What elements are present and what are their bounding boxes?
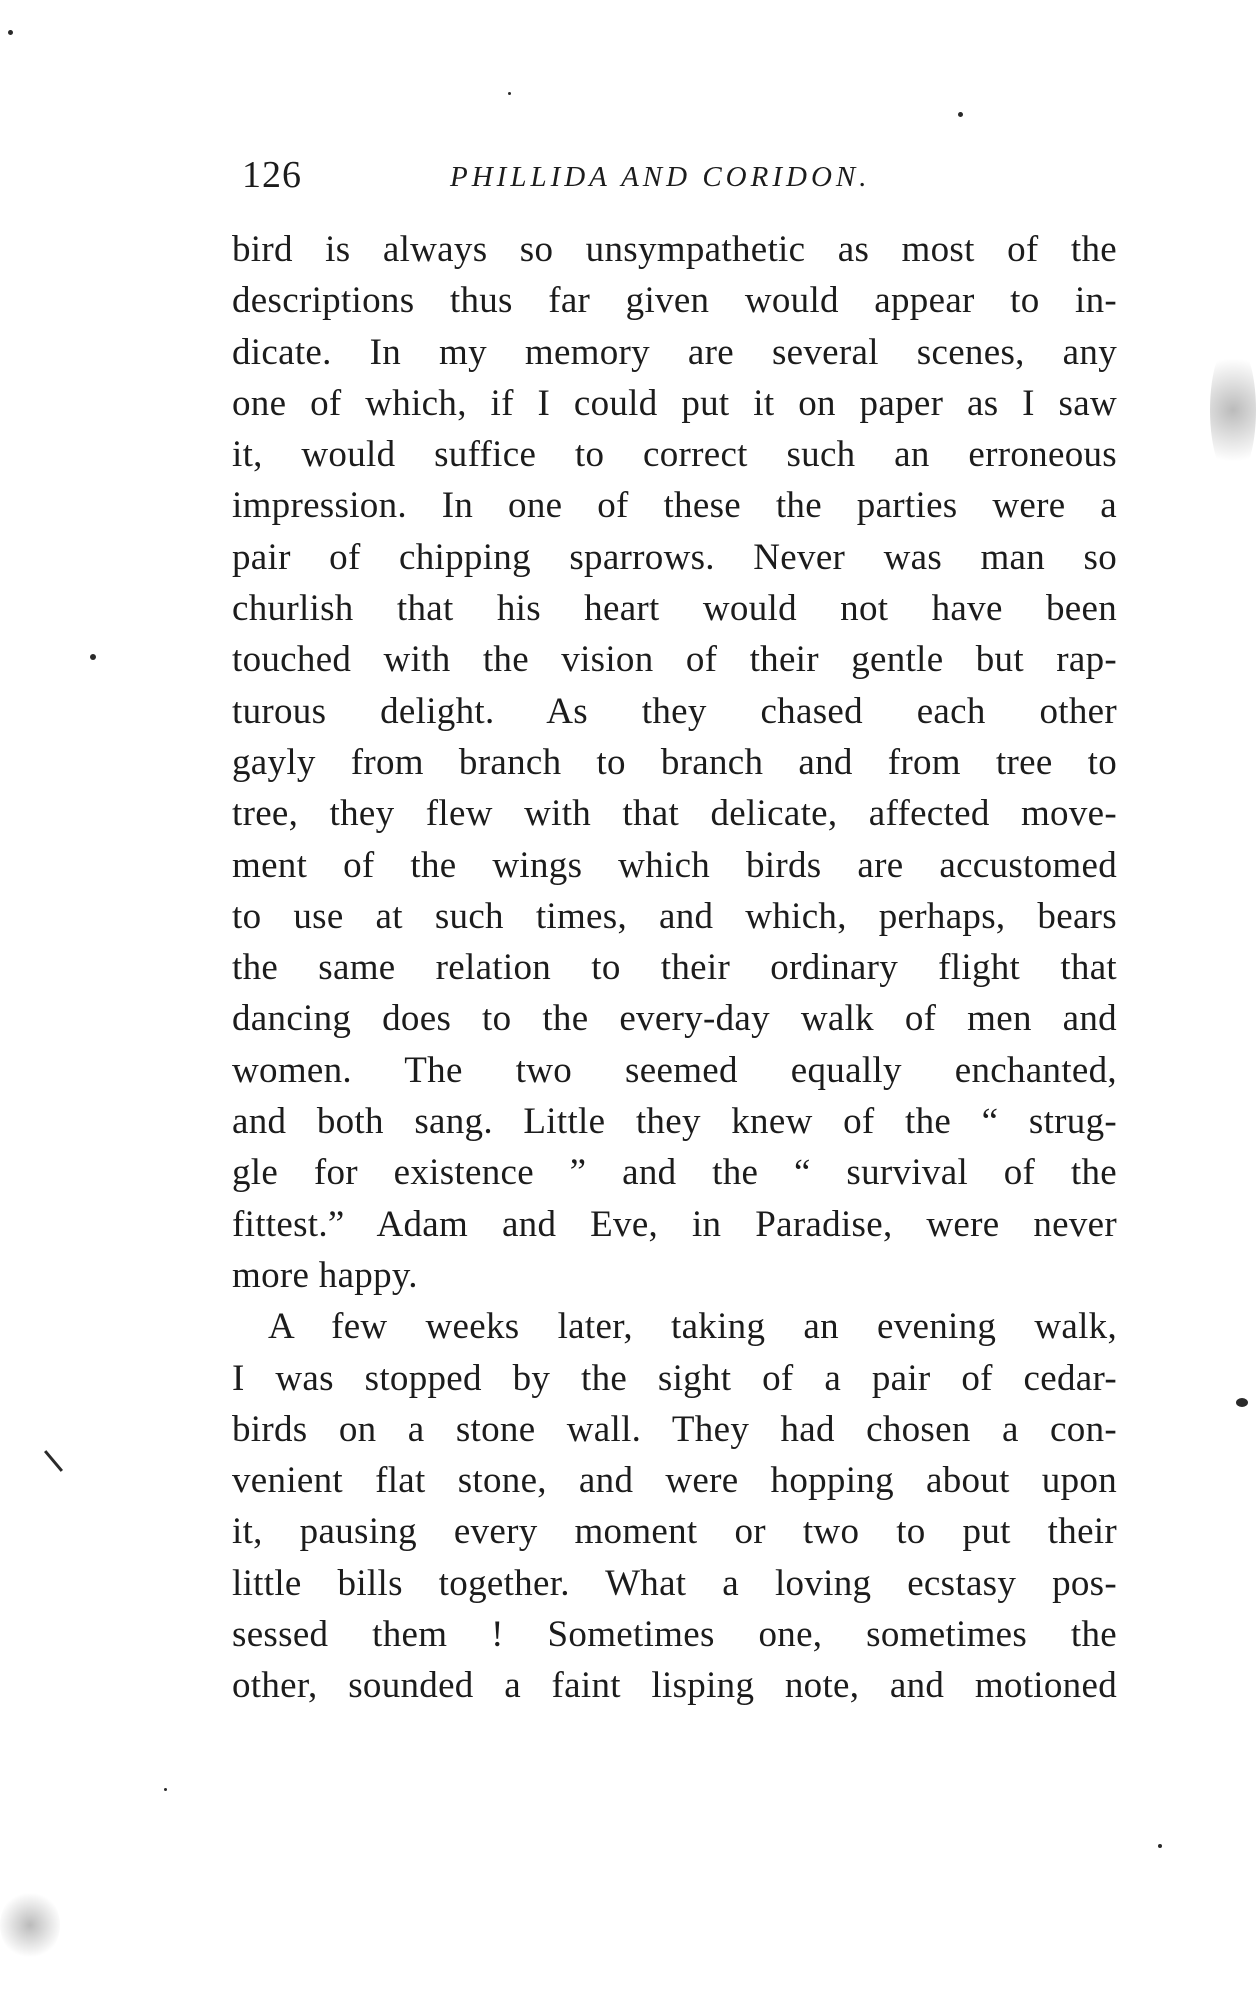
ink-speck xyxy=(1158,1844,1162,1848)
text-line: A few weeks later, taking an evening walk, xyxy=(268,1306,1117,1348)
text-line: venient flat stone, and were hopping about upon xyxy=(232,1460,1117,1502)
text-line: gle for existence ” and the “ survival of the xyxy=(232,1152,1117,1194)
paragraph-2 xyxy=(232,1301,1117,1711)
text-line: other, sounded a faint lisping note, and motioned xyxy=(232,1665,1117,1707)
paper-smudge xyxy=(1210,340,1256,480)
body-text xyxy=(232,224,1117,1712)
ink-speck xyxy=(958,112,963,117)
ink-speck xyxy=(164,1788,167,1791)
text-line: sessed them ! Sometimes one, sometimes the xyxy=(232,1614,1117,1656)
text-line: tree, they flew with that delicate, affected move- xyxy=(232,793,1117,835)
running-head xyxy=(242,150,1102,200)
text-line: dicate. In my memory are several scenes, any xyxy=(232,331,1117,373)
text-line: the same relation to their ordinary flight that xyxy=(232,947,1117,989)
text-line: bird is always so unsympathetic as most of the xyxy=(232,229,1117,270)
running-title: PHILLIDA AND CORIDON. xyxy=(450,161,871,193)
text-line: pair of chipping sparrows. Never was man so xyxy=(232,536,1117,578)
text-line: little bills together. What a loving ecstasy pos- xyxy=(232,1562,1117,1604)
text-line: one of which, if I could put it on paper as I saw xyxy=(232,382,1117,424)
text-line: and both sang. Little they knew of the “ strug- xyxy=(232,1101,1117,1143)
text-line: I was stopped by the sight of a pair of cedar- xyxy=(232,1357,1117,1399)
text-line: birds on a stone wall. They had chosen a con- xyxy=(232,1408,1117,1450)
text-line: ment of the wings which birds are accustomed xyxy=(232,844,1117,886)
text-line: more happy. xyxy=(232,1254,418,1296)
page-number: 126 xyxy=(242,154,302,196)
text-line: it, would suffice to correct such an erroneous xyxy=(232,434,1117,476)
text-line: touched with the vision of their gentle but rap- xyxy=(232,639,1117,681)
text-line: to use at such times, and which, perhaps, bears xyxy=(232,895,1117,937)
ink-speck xyxy=(90,654,96,660)
text-line: impression. In one of these the parties were a xyxy=(232,485,1117,527)
text-line: turous delight. As they chased each other xyxy=(232,690,1117,732)
text-line: dancing does to the every-day walk of men and xyxy=(232,998,1117,1040)
text-line: fittest.” Adam and Eve, in Paradise, were never xyxy=(232,1203,1117,1245)
text-line: gayly from branch to branch and from tree to xyxy=(232,741,1117,783)
ink-speck xyxy=(508,92,511,95)
text-line: churlish that his heart would not have been xyxy=(232,588,1117,630)
ink-speck xyxy=(1236,1398,1248,1407)
paragraph-1 xyxy=(232,224,1117,1301)
ink-mark xyxy=(44,1450,63,1472)
text-line: it, pausing every moment or two to put their xyxy=(232,1511,1117,1553)
ink-speck xyxy=(8,30,13,35)
paper-smudge xyxy=(0,1890,60,1960)
text-line: women. The two seemed equally enchanted, xyxy=(232,1049,1117,1091)
text-line: descriptions thus far given would appear to in- xyxy=(232,280,1117,322)
